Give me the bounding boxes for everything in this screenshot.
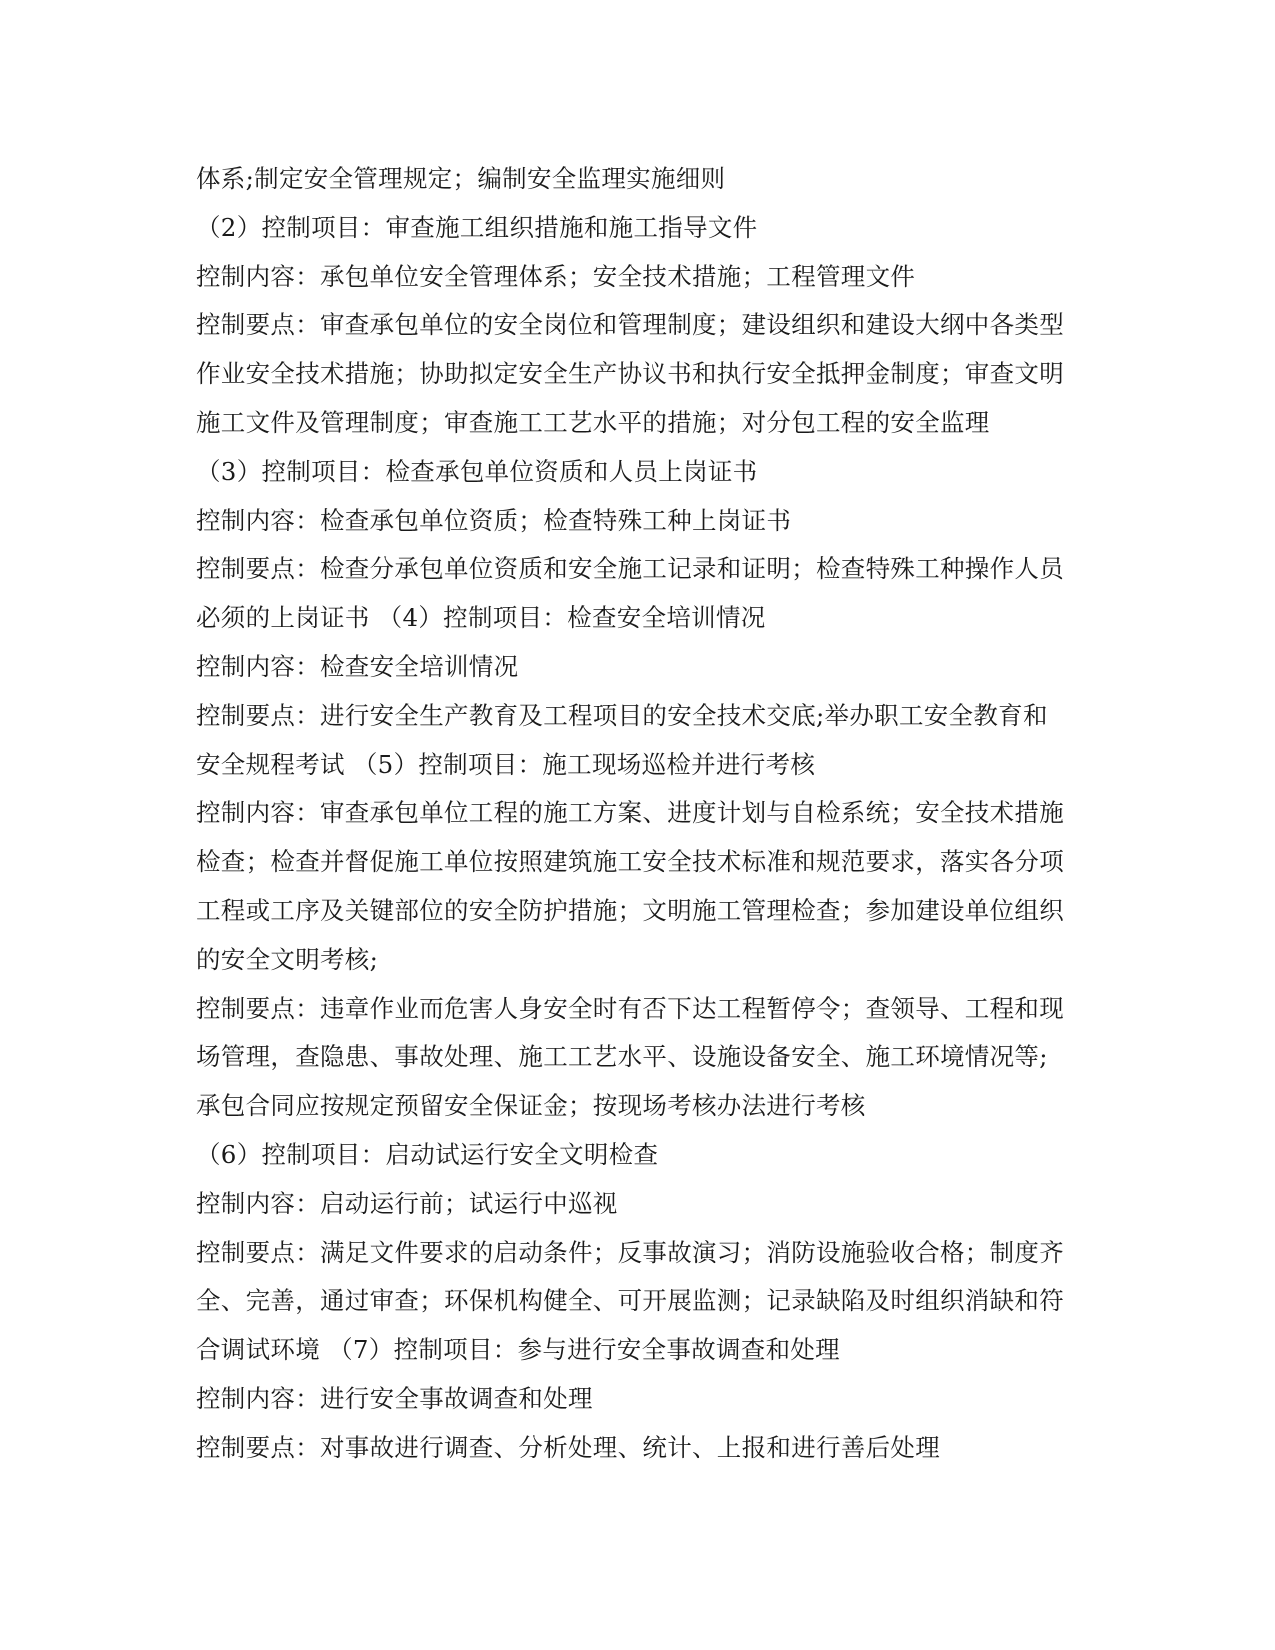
text-line: 承包合同应按规定预留安全保证金；按现场考核办法进行考核 [196, 1091, 866, 1121]
text-line: 作业安全技术措施；协助拟定安全生产协议书和执行安全抵押金制度；审查文明 [196, 359, 1064, 389]
text-line: 施工文件及管理制度；审查施工工艺水平的措施；对分包工程的安全监理 [196, 407, 990, 437]
document-body [196, 155, 1076, 1473]
text-line: 控制内容：检查承包单位资质；检查特殊工种上岗证书 [196, 505, 792, 535]
text-line: 控制要点：检查分承包单位资质和安全施工记录和证明；检查特殊工种操作人员 [196, 554, 1064, 584]
text-line: 场管理，查隐患、事故处理、施工工艺水平、设施设备安全、施工环境情况等; [196, 1042, 1048, 1072]
text-line: 检查；检查并督促施工单位按照建筑施工安全技术标准和规范要求，落实各分项 [196, 847, 1064, 877]
text-line: （6）控制项目：启动试运行安全文明检查 [196, 1139, 659, 1169]
text-line: 安全规程考试 （5）控制项目：施工现场巡检并进行考核 [196, 749, 816, 779]
text-line: 控制内容：审查承包单位工程的施工方案、进度计划与自检系统；安全技术措施 [196, 798, 1064, 828]
text-line: 控制要点：满足文件要求的启动条件；反事故演习；消防设施验收合格；制度齐 [196, 1237, 1064, 1267]
text-line: 控制内容：承包单位安全管理体系；安全技术措施；工程管理文件 [196, 261, 916, 291]
text-line: 控制要点：进行安全生产教育及工程项目的安全技术交底;举办职工安全教育和 [196, 700, 1048, 730]
text-line: 控制要点：审查承包单位的安全岗位和管理制度；建设组织和建设大纲中各类型 [196, 310, 1064, 340]
text-line: 控制要点：违章作业而危害人身安全时有否下达工程暂停令；查领导、工程和现 [196, 993, 1064, 1023]
text-line: 控制要点：对事故进行调查、分析处理、统计、上报和进行善后处理 [196, 1432, 940, 1462]
text-line: 的安全文明考核; [196, 944, 379, 974]
text-line: 控制内容：检查安全培训情况 [196, 651, 519, 681]
text-line: （3）控制项目：检查承包单位资质和人员上岗证书 [196, 456, 758, 486]
text-line: 必须的上岗证书 （4）控制项目：检查安全培训情况 [196, 603, 766, 633]
text-line: 体系;制定安全管理规定；编制安全监理实施细则 [196, 164, 726, 193]
text-line: 工程或工序及关键部位的安全防护措施；文明施工管理检查；参加建设单位组织 [196, 895, 1064, 925]
text-line: 全、完善，通过审查；环保机构健全、可开展监测；记录缺陷及时组织消缺和符 [196, 1286, 1064, 1316]
text-line: 控制内容：进行安全事故调查和处理 [196, 1383, 593, 1413]
text-line: （2）控制项目：审查施工组织措施和施工指导文件 [196, 212, 758, 242]
text-line: 控制内容：启动运行前；试运行中巡视 [196, 1188, 618, 1218]
text-line: 合调试环境 （7）控制项目：参与进行安全事故调查和处理 [196, 1335, 840, 1365]
